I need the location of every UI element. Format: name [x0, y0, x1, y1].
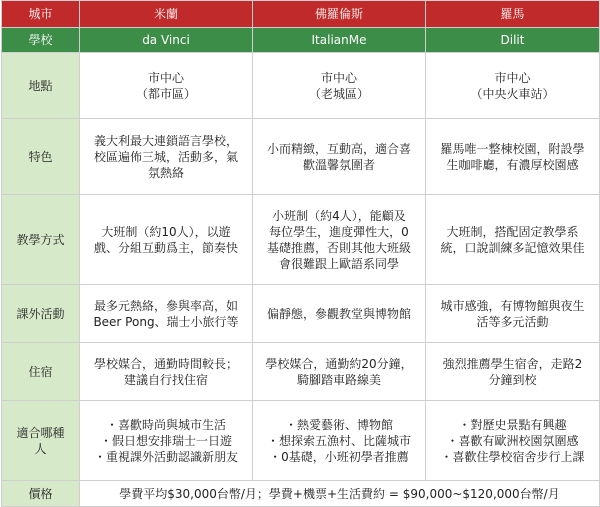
activities-row — [2, 285, 600, 343]
housing-florence: 學校媒合，通勤約20分鐘， 騎腳踏車路線美 — [253, 343, 426, 401]
corner-header: 城市 — [2, 1, 80, 28]
activities-milan: 最多元熱絡，參與率高，如 Beer Pong、瑞士小旅行等 — [80, 285, 253, 343]
location-florence: 市中心 （老城區） — [253, 53, 426, 119]
row-label-price: 價格 — [2, 481, 80, 507]
row-label-activities: 課外活動 — [2, 285, 80, 343]
teaching-milan: 大班制（約10人），以遊 戲、分組互動爲主，節奏快 — [80, 195, 253, 285]
city-header-rome: 羅馬 — [426, 1, 600, 28]
features-rome: 羅馬唯一整棟校園，附設學 生咖啡廳，有濃厚校園感 — [426, 119, 600, 195]
school-label: 學校 — [2, 28, 80, 53]
school-florence: ItalianMe — [253, 28, 426, 53]
comparison-table — [1, 0, 600, 507]
row-label-features: 特色 — [2, 119, 80, 195]
teaching-florence: 小班制（約4人），能顧及 每位學生，進度彈性大，0 基礎推薦，否則其他大班級 會很難跟上歐語系同學 — [253, 195, 426, 285]
activities-florence: 偏靜態，參觀教堂與博物館 — [253, 285, 426, 343]
features-florence: 小而精緻，互動高，適合喜 歡溫馨氛圍者 — [253, 119, 426, 195]
city-header-row — [2, 1, 600, 28]
suitable-milan: ・喜歡時尚與城市生活 ・假日想安排瑞士一日遊 ・重視課外活動認識新朋友 — [80, 401, 253, 481]
teaching-row — [2, 195, 600, 285]
price-row — [2, 481, 600, 507]
price-value: 學費平均$30,000台幣/月；學費+機票+生活費約 = $90,000~$120,000台幣/月 — [80, 481, 600, 507]
location-milan: 市中心 （都市區） — [80, 53, 253, 119]
features-milan: 義大利最大連鎖語言學校， 校區遍佈三城，活動多，氣 氛熱絡 — [80, 119, 253, 195]
school-milan: da Vinci — [80, 28, 253, 53]
row-label-teaching: 教學方式 — [2, 195, 80, 285]
suitable-rome: ・對歷史景點有興趣 ・喜歡有歐洲校園氛圍感 ・喜歡住學校宿舍步行上課 — [426, 401, 600, 481]
city-header-milan: 米蘭 — [80, 1, 253, 28]
housing-rome: 強烈推薦學生宿舍，走路2 分鐘到校 — [426, 343, 600, 401]
row-label-housing: 住宿 — [2, 343, 80, 401]
features-row — [2, 119, 600, 195]
city-header-florence: 佛羅倫斯 — [253, 1, 426, 28]
location-row — [2, 53, 600, 119]
housing-row — [2, 343, 600, 401]
location-rome: 市中心 （中央火車站） — [426, 53, 600, 119]
teaching-rome: 大班制，搭配固定教學系 統，口說訓練多記憶效果佳 — [426, 195, 600, 285]
row-label-location: 地點 — [2, 53, 80, 119]
school-rome: Dilit — [426, 28, 600, 53]
housing-milan: 學校媒合，通勤時間較長； 建議自行找住宿 — [80, 343, 253, 401]
suitable-florence: ・熱愛藝術、博物館 ・想探索五漁村、比薩城市 ・0基礎，小班初學者推薦 — [253, 401, 426, 481]
row-label-suitable: 適合哪種 人 — [2, 401, 80, 481]
suitable-row — [2, 401, 600, 481]
school-row — [2, 28, 600, 53]
activities-rome: 城市感強，有博物館與夜生 活等多元活動 — [426, 285, 600, 343]
